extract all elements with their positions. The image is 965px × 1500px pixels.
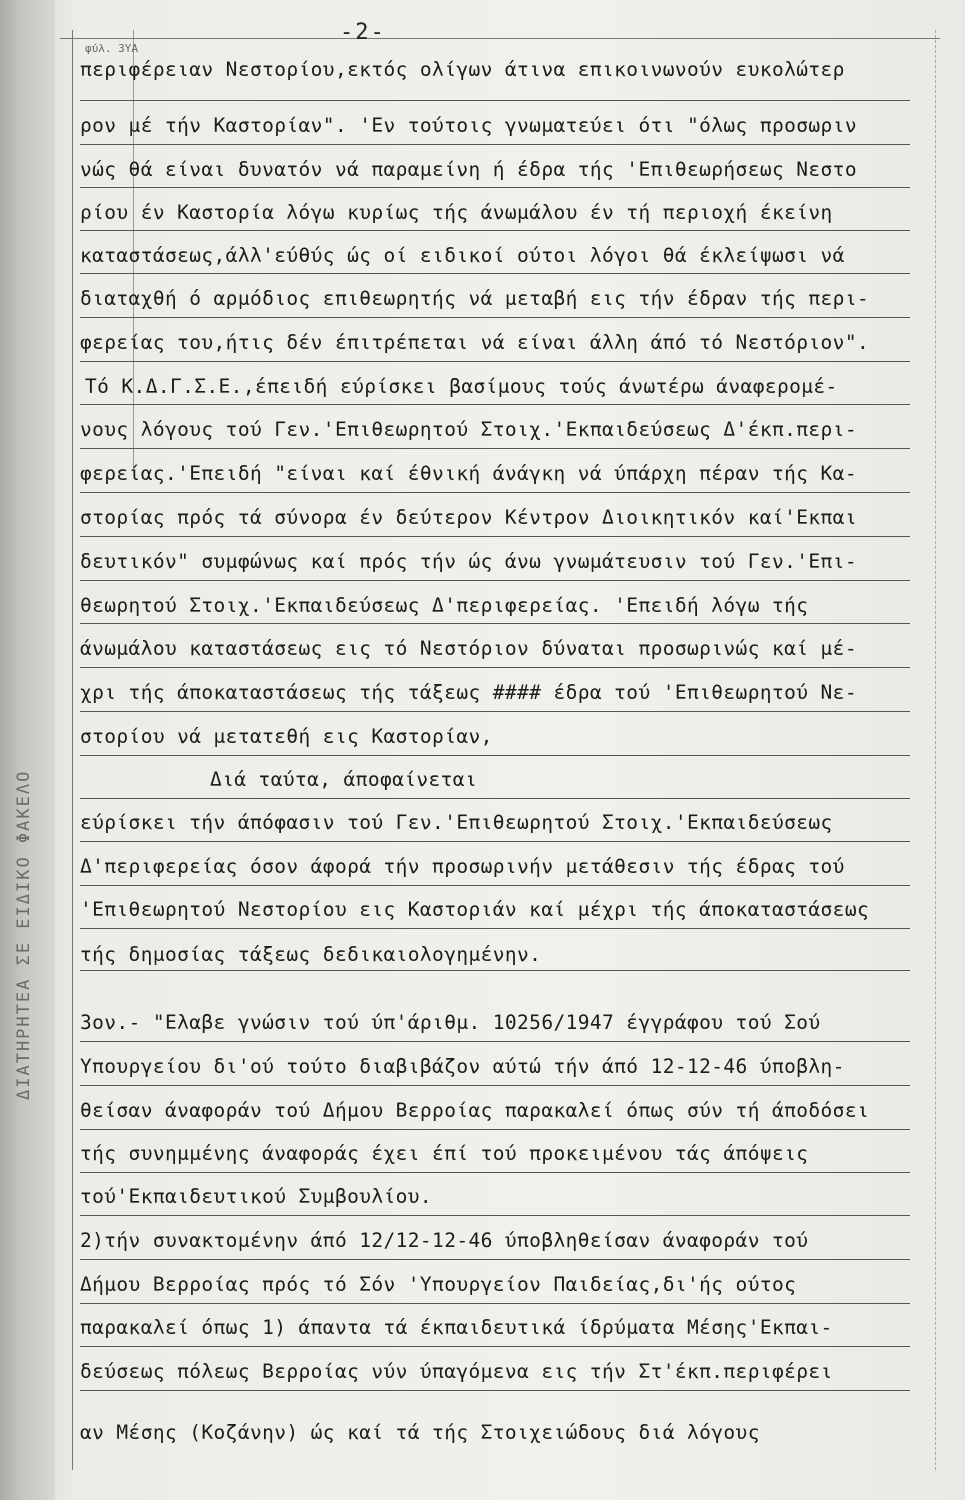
folio-mark: φύλ. 3ΥΑ <box>85 42 138 55</box>
right-edge-rule <box>935 30 936 1470</box>
line-underline <box>80 230 910 231</box>
line-underline <box>80 448 910 449</box>
text-line: άνωμάλου καταστάσεως εις τό Νεστόριον δύναται προσωρινώς καί μέ- <box>80 637 857 660</box>
line-underline <box>80 1129 910 1130</box>
text-line: Δ'περιφερείας όσον άφορά τήν προσωρινήν μετάθεσιν τής έδρας τού <box>80 855 845 878</box>
text-line: 2)τήν συνακτομένην άπό 12/12-12-46 ύποβληθείσαν άναφοράν τού <box>80 1229 809 1252</box>
line-underline <box>80 667 910 668</box>
text-line: Υπουργείου δι'ού τούτο διαβιβάζον αύτώ τήν άπό 12-12-46 ύποβλη- <box>80 1055 845 1078</box>
text-line: θεωρητού Στοιχ.'Εκπαιδεύσεως Δ'περιφερείας. 'Επειδή λόγω τής <box>80 594 809 617</box>
line-underline <box>80 273 910 274</box>
text-line: εύρίσκει τήν άπόφασιν τού Γεν.'Επιθεωρητού Στοιχ.'Εκπαιδεύσεως <box>80 811 833 834</box>
text-line: ρίου έν Καστορία λόγω κυρίως τής άνωμάλου έν τή περιοχή έκείνη <box>80 201 833 224</box>
line-underline <box>80 623 910 624</box>
line-underline <box>80 755 910 756</box>
line-underline <box>80 100 910 101</box>
line-underline <box>80 1346 910 1347</box>
line-underline <box>80 580 910 581</box>
text-line: φερείας του,ήτις δέν έπιτρέπεται νά είναι άλλη άπό τό Νεστόριον". <box>80 331 870 354</box>
side-stamp: ΔΙΑΤΗΡΗΤΕΑ ΣΕ ΕΙΔΙΚΟ ΦΑΚΕΛΟ <box>14 769 34 1100</box>
line-underline <box>80 317 910 318</box>
text-line: διαταχθή ό αρμόδιος επιθεωρητής νά μεταβή εις τήν έδραν τής περι- <box>80 287 870 310</box>
text-line: θείσαν άναφοράν τού Δήμου Βερροίας παρακαλεί όπως σύν τή άποδόσει <box>80 1099 870 1122</box>
line-underline <box>80 711 910 712</box>
text-line: 'Επιθεωρητού Νεστορίου εις Καστοριάν καί μέχρι τής άποκαταστάσεως <box>80 898 870 921</box>
text-line: ρον μέ τήν Καστορίαν". 'Εν τούτοις γνωματεύει ότι "όλως προσωριν <box>80 114 857 137</box>
section-heading: Διά ταύτα, άποφαίνεται <box>210 768 478 791</box>
text-line: αν Μέσης (Κοζάνην) ώς καί τά τής Στοιχειώδους διά λόγους <box>80 1421 760 1444</box>
top-rule <box>60 38 940 39</box>
text-line: τού'Εκπαιδευτικού Συμβουλίου. <box>80 1185 433 1208</box>
margin-rule <box>72 30 73 1470</box>
line-underline <box>80 536 910 537</box>
text-line: περιφέρειαν Νεστορίου,εκτός ολίγων άτινα επικοινωνούν ευκολώτερ <box>80 58 845 81</box>
text-line: 3ον.- "Ελαβε γνώσιν τού ύπ'άριθμ. 10256/1947 έγγράφου τού Σού <box>80 1011 821 1034</box>
text-line: νώς θά είναι δυνατόν νά παραμείνη ή έδρα τής 'Επιθεωρήσεως Νεστο <box>80 158 857 181</box>
text-line: χρι τής άποκαταστάσεως τής τάξεως #### έδρα τού 'Επιθεωρητού Νε- <box>80 681 857 704</box>
line-underline <box>80 1215 910 1216</box>
line-underline <box>80 798 910 799</box>
line-underline <box>80 1390 910 1391</box>
line-underline <box>80 841 910 842</box>
line-underline <box>80 885 910 886</box>
line-underline <box>80 1172 910 1173</box>
text-line: Τό Κ.Δ.Γ.Σ.Ε.,έπειδή εύρίσκει βασίμους τούς άνωτέρω άναφερομέ- <box>85 375 838 398</box>
line-underline <box>80 970 910 971</box>
line-underline <box>80 1303 910 1304</box>
line-underline <box>80 1041 910 1042</box>
text-line: τής δημοσίας τάξεως δεδικαιολογημένην. <box>80 943 542 966</box>
line-underline <box>80 404 910 405</box>
line-underline <box>80 1259 910 1260</box>
text-line: Δήμου Βερροίας πρός τό Σόν 'Υπουργείον Παιδείας,δι'ής ούτος <box>80 1273 797 1296</box>
line-underline <box>80 1085 910 1086</box>
line-underline <box>80 361 910 362</box>
line-underline <box>80 492 910 493</box>
text-line: καταστάσεως,άλλ'εύθύς ώς οί ειδικοί ούτοι λόγοι θά έκλείψωσι νά <box>80 244 845 267</box>
text-line: δεύσεως πόλεως Βερροίας νύν ύπαγόμενα εις τήν Στ'έκπ.περιφέρει <box>80 1360 833 1383</box>
text-line: στορίας πρός τά σύνορα έν δεύτερον Κέντρον Διοικητικόν καί'Εκπαι <box>80 506 857 529</box>
text-line: νους λόγους τού Γεν.'Επιθεωρητού Στοιχ.'Εκπαιδεύσεως Δ'έκπ.περι- <box>80 418 857 441</box>
line-underline <box>80 928 910 929</box>
text-line: παρακαλεί όπως 1) άπαντα τά έκπαιδευτικά ίδρύματα Μέσης'Εκπαι- <box>80 1316 833 1339</box>
text-line: φερείας.'Επειδή "είναι καί έθνική άνάγκη νά ύπάρχη πέραν τής Κα- <box>80 462 857 485</box>
text-line: τής συνημμένης άναφοράς έχει έπί τού προκειμένου τάς άπόψεις <box>80 1142 809 1165</box>
line-underline <box>80 187 910 188</box>
page-number: -2- <box>340 20 386 45</box>
text-line: στορίου νά μετατεθή εις Καστορίαν, <box>80 725 493 748</box>
line-underline <box>80 144 910 145</box>
text-line: δευτικόν" συμφώνως καί πρός τήν ώς άνω γνωμάτευσιν τού Γεν.'Επι- <box>80 550 857 573</box>
